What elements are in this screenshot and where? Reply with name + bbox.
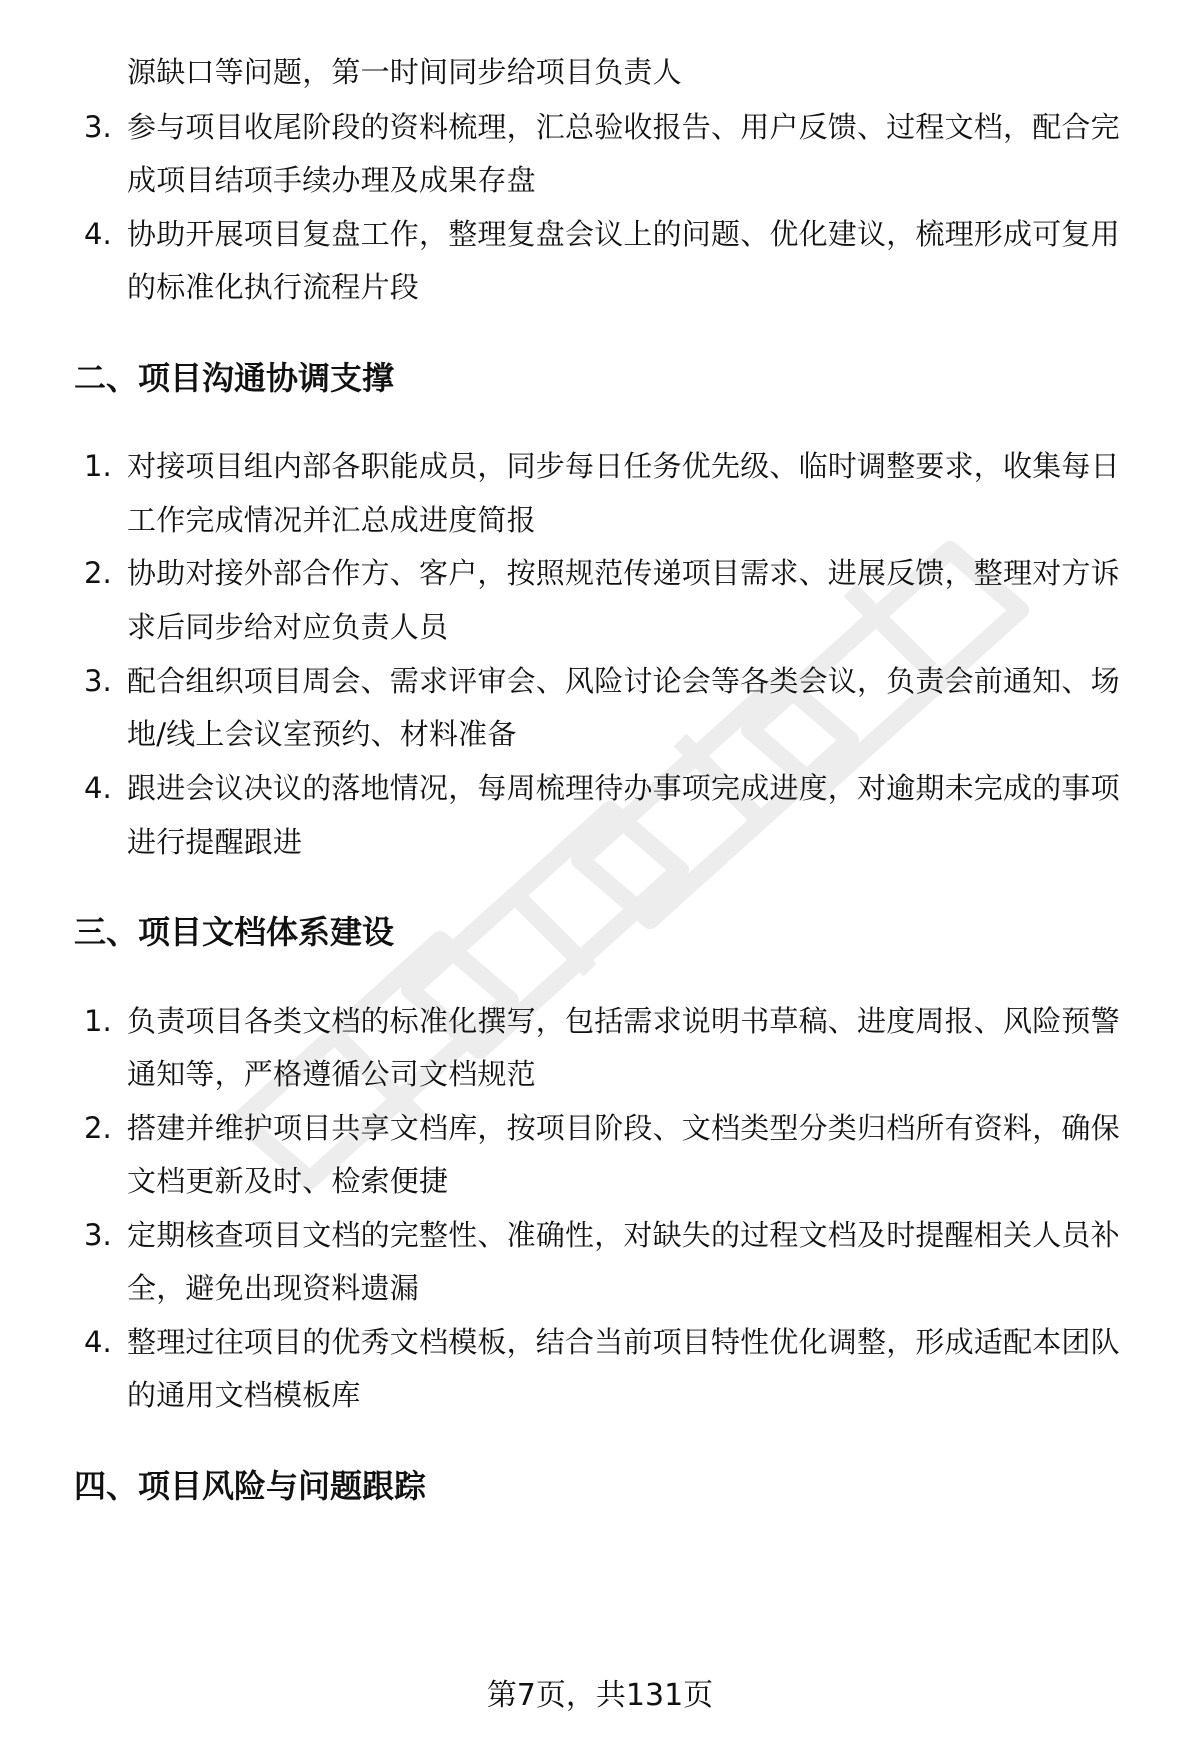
list-item-text: 负责项目各类文档的标准化撰写，包括需求说明书草稿、进度周报、风险预警 bbox=[127, 1004, 1120, 1038]
continued-text-line: 源缺口等问题，第一时间同步给项目负责人 bbox=[127, 55, 682, 89]
list-item-text: 通知等，严格遵循公司文档规范 bbox=[127, 1057, 536, 1091]
section-heading: 四、项目风险与问题跟踪 bbox=[74, 1467, 427, 1505]
list-item-text: 协助对接外部合作方、客户，按照规范传递项目需求、进展反馈，整理对方诉 bbox=[127, 556, 1120, 590]
list-item-text: 整理过往项目的优秀文档模板，结合当前项目特性优化调整，形成适配本团队 bbox=[127, 1325, 1120, 1359]
list-item-number: 2. bbox=[84, 1111, 112, 1145]
list-item-number: 4. bbox=[84, 217, 112, 251]
list-item-text: 参与项目收尾阶段的资料梳理，汇总验收报告、用户反馈、过程文档，配合完 bbox=[127, 110, 1120, 144]
list-item-text: 求后同步给对应负责人员 bbox=[127, 610, 449, 644]
list-item-text: 协助开展项目复盘工作，整理复盘会议上的问题、优化建议，梳理形成可复用 bbox=[127, 217, 1120, 251]
list-item-text: 跟进会议决议的落地情况，每周梳理待办事项完成进度，对逾期未完成的事项 bbox=[127, 771, 1120, 805]
list-item-number: 1. bbox=[84, 449, 112, 483]
list-item-number: 4. bbox=[84, 1325, 112, 1359]
list-item-text: 配合组织项目周会、需求评审会、风险讨论会等各类会议，负责会前通知、场 bbox=[127, 664, 1120, 698]
list-item-number: 3. bbox=[84, 110, 112, 144]
list-item-text: 对接项目组内部各职能成员，同步每日任务优先级、临时调整要求，收集每日 bbox=[127, 449, 1120, 483]
list-item-text: 进行提醒跟进 bbox=[127, 825, 303, 859]
list-item-text: 地/线上会议室预约、材料准备 bbox=[127, 717, 517, 751]
list-item-number: 2. bbox=[84, 556, 112, 590]
list-item-number: 3. bbox=[84, 1218, 112, 1252]
list-item-text: 文档更新及时、检索便捷 bbox=[127, 1164, 449, 1198]
list-item-text: 的通用文档模板库 bbox=[127, 1378, 361, 1412]
section-heading: 三、项目文档体系建设 bbox=[74, 913, 395, 951]
section-heading: 二、项目沟通协调支撑 bbox=[74, 359, 395, 397]
list-item-text: 工作完成情况并汇总成进度简报 bbox=[127, 503, 536, 537]
list-item-number: 1. bbox=[84, 1004, 112, 1038]
list-item-text: 成项目结项手续办理及成果存盘 bbox=[127, 163, 536, 197]
list-item-number: 4. bbox=[84, 771, 112, 805]
list-item-text: 全，避免出现资料遗漏 bbox=[127, 1271, 420, 1305]
page-number-footer: 第7页，共131页 bbox=[486, 1678, 714, 1713]
list-item-text: 的标准化执行流程片段 bbox=[127, 270, 420, 304]
list-item-text: 定期核查项目文档的完整性、准确性，对缺失的过程文档及时提醒相关人员补 bbox=[127, 1218, 1120, 1252]
list-item-text: 搭建并维护项目共享文档库，按项目阶段、文档类型分类归档所有资料，确保 bbox=[127, 1111, 1120, 1145]
list-item-number: 3. bbox=[84, 664, 112, 698]
